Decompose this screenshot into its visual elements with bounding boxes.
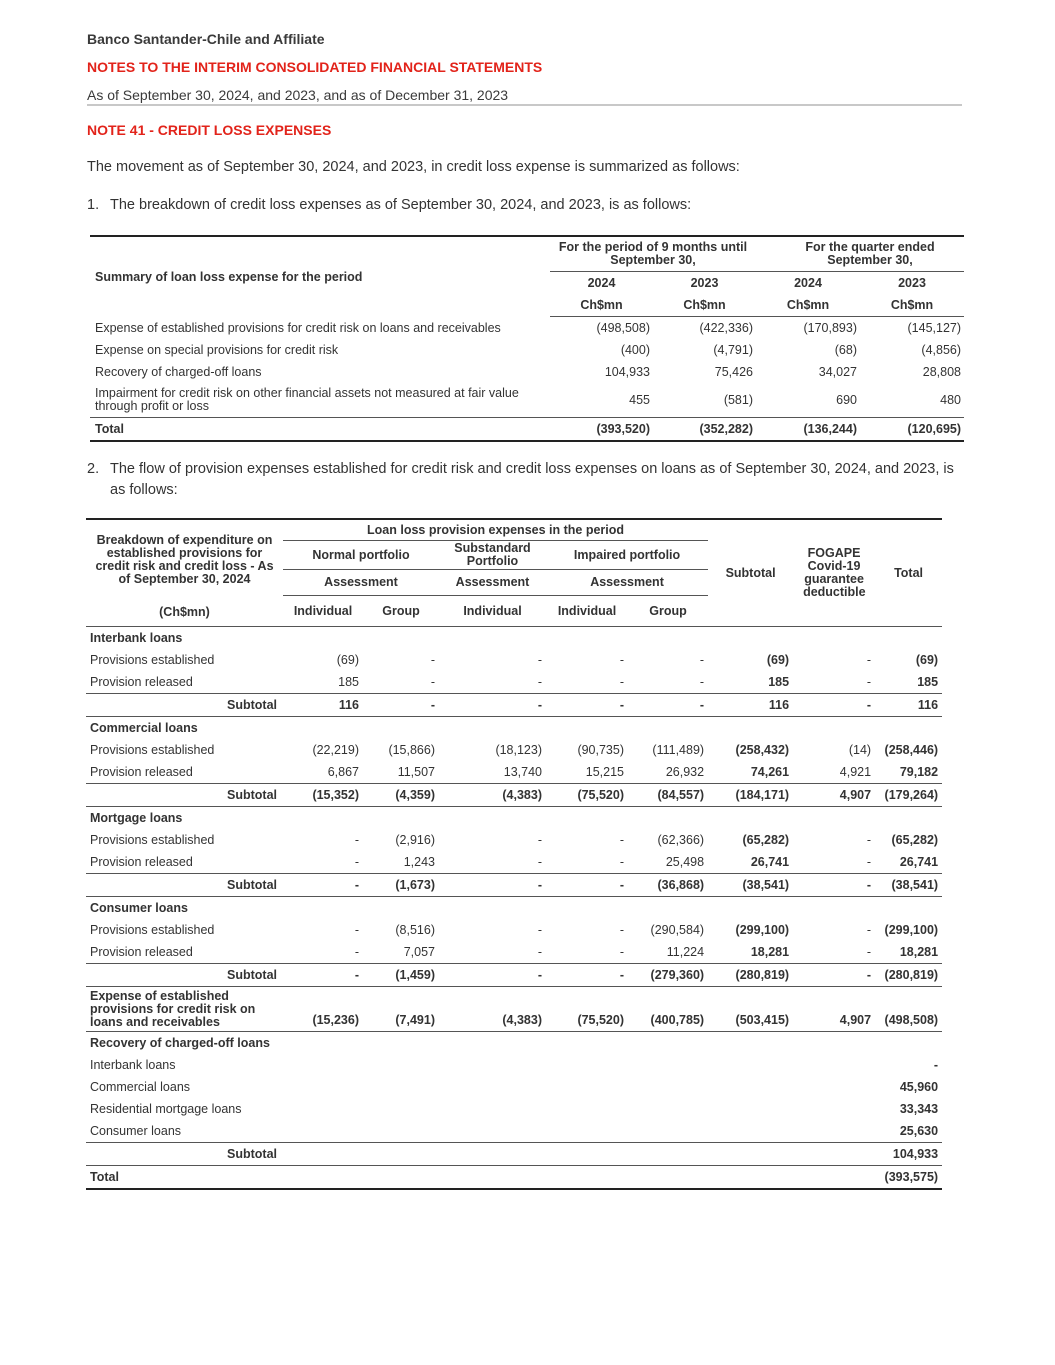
t1-cell: 455	[629, 393, 650, 407]
subtotal-cell: (4,383)	[439, 784, 546, 807]
row-label: Residential mortgage loans	[90, 1102, 242, 1116]
t2-corner-header	[86, 519, 283, 627]
t2-top-group: Loan loss provision expenses in the period	[283, 519, 708, 541]
subtotal-cell: (38,541)	[708, 874, 793, 897]
value-cell: (14)	[848, 743, 872, 757]
t2-individual: Individual	[293, 603, 353, 618]
subtotal-label: Subtotal	[86, 1143, 283, 1166]
t2-impaired-portfolio: Impaired portfolio	[546, 541, 708, 570]
value-cell: 11,224	[666, 945, 705, 959]
subtotal-cell: -	[546, 964, 628, 987]
value-cell: 185	[338, 675, 359, 689]
t1-year: 2023	[898, 275, 926, 290]
value-cell: 11,507	[397, 765, 435, 779]
section-title: Recovery of charged-off loans	[86, 1032, 942, 1055]
value-cell: 26,932	[665, 765, 705, 779]
value-cell: 1,243	[403, 855, 435, 869]
table-row	[86, 1076, 942, 1098]
item-1-text: The breakdown of credit loss expenses as of September 30, 2024, and 2023, is as follows:	[110, 197, 692, 213]
row-label: Provisions established	[90, 923, 215, 937]
subtotal-cell: (15,352)	[283, 784, 363, 807]
header-divider	[87, 104, 962, 106]
item-2	[87, 459, 972, 498]
row-label: Provision released	[90, 855, 193, 869]
t1-cell: (581)	[723, 393, 753, 407]
value-cell: (18,123)	[495, 743, 542, 757]
note-intro: The movement as of September 30, 2024, and 2023, in credit loss expense is summarized as follows:	[87, 159, 740, 175]
row-label: Provisions established	[90, 743, 215, 757]
value-cell: (69)	[915, 653, 939, 667]
value-cell: -	[866, 653, 872, 667]
table-row	[86, 919, 942, 941]
value-cell: (2,916)	[395, 833, 435, 847]
expense-cell: (75,520)	[546, 987, 628, 1032]
subtotal-row	[86, 784, 942, 807]
t1-total-cell: (136,244)	[756, 418, 860, 442]
table-row	[86, 649, 942, 671]
subtotal-cell: (280,819)	[875, 964, 942, 987]
subtotal-cell: (38,541)	[875, 874, 942, 897]
table-row	[86, 829, 942, 851]
value-cell: -	[537, 833, 542, 847]
subtotal-row	[86, 694, 942, 717]
expense-cell: (4,383)	[439, 987, 546, 1032]
item-2-number: 2.	[87, 461, 100, 477]
subtotal-cell: (279,360)	[628, 964, 708, 987]
empty-cell	[283, 1166, 875, 1190]
t1-group-9-months: For the period of 9 months until September 30,	[550, 236, 756, 272]
subtotal-cell: 116	[875, 694, 942, 717]
value-cell: (290,584)	[650, 923, 705, 937]
loan-loss-summary-table	[90, 235, 964, 442]
t2-normal-portfolio: Normal portfolio	[283, 541, 439, 570]
value-cell: (8,516)	[395, 923, 435, 937]
subtotal-cell: -	[628, 694, 708, 717]
t2-fogape-col: FOGAPE Covid-19 guarantee deductible	[803, 546, 866, 599]
value-cell: 13,740	[503, 765, 542, 779]
table-row	[90, 339, 964, 361]
item-1-number: 1.	[87, 197, 100, 213]
row-label: Consumer loans	[90, 1124, 182, 1138]
value-cell: -	[354, 855, 359, 869]
section-title: Commercial loans	[86, 717, 942, 740]
subtotal-cell: (1,459)	[363, 964, 439, 987]
value-cell: -	[537, 945, 542, 959]
t2-individual: Individual	[463, 603, 522, 618]
row-label: Provision released	[90, 945, 193, 959]
subtotal-cell: -	[439, 964, 546, 987]
subtotal-label: Subtotal	[86, 964, 283, 987]
section-title-row	[86, 897, 942, 920]
empty-cell	[283, 1120, 875, 1143]
subtotal-cell: -	[439, 874, 546, 897]
section-title-row	[86, 807, 942, 830]
t1-cell: (170,893)	[803, 321, 857, 335]
value-cell: (69)	[766, 653, 790, 667]
value-cell: -	[354, 833, 359, 847]
empty-cell	[283, 1054, 875, 1076]
subtotal-cell: (184,171)	[708, 784, 793, 807]
table-row	[86, 761, 942, 784]
subtotal-cell: (84,557)	[628, 784, 708, 807]
t1-cell: 690	[836, 393, 857, 407]
item-1	[87, 197, 691, 213]
t1-cell: (498,508)	[596, 321, 650, 335]
t1-year: 2024	[587, 275, 616, 290]
subtotal-cell: (179,264)	[875, 784, 942, 807]
t2-group: Group	[382, 603, 420, 618]
value-cell: -	[866, 923, 872, 937]
t1-total-cell: (120,695)	[860, 418, 964, 442]
value-cell: 18,281	[750, 945, 790, 959]
subtotal-label: Subtotal	[86, 874, 283, 897]
value-cell: (258,432)	[735, 743, 790, 757]
value-cell: -	[430, 675, 435, 689]
table-row	[86, 671, 942, 694]
t1-cell: 75,426	[714, 365, 753, 379]
t1-row-label: Expense on special provisions for credit risk	[95, 343, 339, 357]
subtotal-cell: (36,868)	[628, 874, 708, 897]
total-label: Total	[86, 1166, 283, 1190]
table-row	[90, 317, 964, 340]
table-row	[86, 1098, 942, 1120]
empty-cell	[283, 1076, 875, 1098]
value-cell: 185	[768, 675, 790, 689]
value-cell: (258,446)	[884, 743, 939, 757]
t2-corner-unit: (Ch$mn)	[159, 604, 210, 619]
value-cell: (65,282)	[891, 833, 939, 847]
value-cell: -	[354, 945, 359, 959]
t2-total-col: Total	[894, 565, 924, 580]
table-row	[90, 383, 964, 418]
section-title-row	[86, 717, 942, 740]
value-cell: -	[619, 833, 624, 847]
section-title-row	[86, 1032, 942, 1055]
table-row	[86, 851, 942, 874]
subtotal-label: Subtotal	[86, 784, 283, 807]
value-cell: 79,182	[899, 765, 939, 779]
value-cell: -	[619, 945, 624, 959]
t1-cell: (400)	[620, 343, 650, 357]
value-cell: -	[537, 653, 542, 667]
value-cell: -	[619, 923, 624, 937]
subtotal-cell: -	[363, 694, 439, 717]
total-cell: (393,575)	[875, 1166, 942, 1190]
value-cell: -	[866, 675, 872, 689]
item-2-text: The flow of provision expenses established for credit risk and credit loss expenses on loans as of September 30, 2024, and 2023, is as follows:	[110, 461, 954, 498]
t2-group: Group	[649, 603, 687, 618]
t2-assessment: Assessment	[283, 570, 439, 596]
row-label: Provisions established	[90, 833, 215, 847]
t1-unit: Ch$mn	[653, 294, 756, 317]
value-cell: -	[537, 923, 542, 937]
value-cell: (299,100)	[735, 923, 790, 937]
subtotal-row	[86, 1143, 942, 1166]
value-cell: -	[866, 855, 872, 869]
value-cell: -	[537, 855, 542, 869]
row-label: Provision released	[90, 675, 193, 689]
table-row	[86, 941, 942, 964]
row-label: Commercial loans	[90, 1080, 191, 1094]
t2-corner-text: Breakdown of expenditure on established provisions for credit risk and credit loss - As of September 30, 2024	[95, 532, 274, 586]
t1-row-label: Impairment for credit risk on other financial assets not measured at fair value through profit or loss	[95, 386, 519, 413]
subtotal-cell: -	[283, 874, 363, 897]
value-cell: (22,219)	[312, 743, 359, 757]
section-title: Interbank loans	[86, 627, 942, 650]
value-cell: -	[699, 675, 705, 689]
value-cell: (65,282)	[742, 833, 790, 847]
t1-row-label: Expense of established provisions for credit risk on loans and receivables	[95, 320, 501, 335]
subtotal-cell: -	[439, 694, 546, 717]
empty-cell	[283, 1143, 875, 1166]
total-cell: 25,630	[899, 1124, 939, 1138]
t1-year: 2024	[794, 275, 822, 290]
value-cell: (90,735)	[577, 743, 624, 757]
subtotal-label: Subtotal	[86, 694, 283, 717]
t1-unit: Ch$mn	[550, 294, 653, 317]
subtotal-row	[86, 964, 942, 987]
total-row	[90, 418, 964, 442]
section-title: Mortgage loans	[86, 807, 942, 830]
subtotal-cell: 4,907	[793, 784, 875, 807]
t1-cell: 104,933	[604, 365, 650, 379]
t1-cell: 34,027	[818, 365, 857, 379]
subtotal-cell: 116	[708, 694, 793, 717]
t1-cell: 480	[940, 393, 962, 407]
value-cell: -	[619, 675, 624, 689]
subtotal-cell: (280,819)	[708, 964, 793, 987]
value-cell: (299,100)	[884, 923, 939, 937]
table-row	[90, 361, 964, 383]
subtotal-row	[86, 874, 942, 897]
value-cell: (69)	[336, 653, 359, 667]
total-cell: 45,960	[899, 1080, 939, 1094]
value-cell: 25,498	[665, 855, 705, 869]
value-cell: -	[866, 833, 872, 847]
t1-row-label: Recovery of charged-off loans	[95, 365, 262, 379]
t2-individual: Individual	[557, 603, 617, 618]
value-cell: -	[537, 675, 542, 689]
value-cell: -	[866, 945, 872, 959]
expense-cell: 4,907	[793, 987, 875, 1032]
subtotal-cell: 104,933	[875, 1143, 942, 1166]
subtotal-cell: (75,520)	[546, 784, 628, 807]
as-of-date: As of September 30, 2024, and 2023, and as of December 31, 2023	[87, 87, 509, 103]
expense-cell: (7,491)	[363, 987, 439, 1032]
t1-cell: (68)	[834, 343, 857, 357]
t1-unit: Ch$mn	[756, 294, 860, 317]
value-cell: -	[430, 653, 435, 667]
t1-cell: (422,336)	[699, 321, 753, 335]
subtotal-cell: -	[546, 874, 628, 897]
value-cell: -	[619, 855, 624, 869]
subtotal-cell: (1,673)	[363, 874, 439, 897]
value-cell: 15,215	[585, 765, 624, 779]
table-row	[86, 1120, 942, 1143]
row-label: Provision released	[90, 765, 193, 779]
t2-assessment: Assessment	[546, 570, 708, 596]
value-cell: (62,366)	[657, 833, 705, 847]
subtotal-cell: -	[546, 694, 628, 717]
t1-total-label: Total	[90, 418, 550, 442]
expense-cell: (498,508)	[875, 987, 942, 1032]
subtotal-cell: -	[793, 964, 875, 987]
expense-cell: (15,236)	[283, 987, 363, 1032]
t1-cell: (145,127)	[907, 321, 962, 335]
value-cell: 185	[917, 675, 939, 689]
subtotal-cell: -	[793, 694, 875, 717]
value-cell: -	[619, 653, 624, 667]
value-cell: 26,741	[750, 855, 790, 869]
t1-unit: Ch$mn	[860, 294, 964, 317]
value-cell: 18,281	[899, 945, 939, 959]
row-label: Interbank loans	[90, 1058, 176, 1072]
value-cell: 4,921	[839, 765, 872, 779]
table-row	[86, 1054, 942, 1076]
value-cell: -	[354, 923, 359, 937]
t1-cell: 28,808	[922, 365, 962, 379]
total-row	[86, 1166, 942, 1190]
value-cell: (15,866)	[388, 743, 435, 757]
value-cell: 6,867	[327, 765, 359, 779]
t2-assessment: Assessment	[439, 570, 546, 596]
t2-substandard-portfolio: Substandard Portfolio	[439, 541, 546, 570]
row-label: Provisions established	[90, 653, 215, 667]
t2-body	[86, 627, 942, 1190]
total-cell: -	[933, 1058, 939, 1072]
expense-row	[86, 987, 942, 1032]
empty-cell	[283, 1098, 875, 1120]
company-name: Banco Santander-Chile and Affiliate	[87, 31, 325, 47]
expense-cell: (503,415)	[708, 987, 793, 1032]
expense-cell: (400,785)	[628, 987, 708, 1032]
subtotal-cell: 116	[283, 694, 363, 717]
notes-title: NOTES TO THE INTERIM CONSOLIDATED FINANCIAL STATEMENTS	[87, 59, 543, 75]
expense-label: Expense of established provisions for credit risk on loans and receivables	[86, 987, 283, 1032]
value-cell: (111,489)	[652, 743, 705, 757]
value-cell: -	[699, 653, 705, 667]
t1-total-cell: (352,282)	[653, 418, 756, 442]
table-row	[86, 739, 942, 761]
subtotal-cell: -	[283, 964, 363, 987]
t1-group-quarter: For the quarter ended September 30,	[756, 236, 964, 272]
section-title-row	[86, 627, 942, 650]
value-cell: 26,741	[899, 855, 939, 869]
subtotal-cell: -	[793, 874, 875, 897]
section-title: Consumer loans	[86, 897, 942, 920]
t2-subtotal-col: Subtotal	[725, 565, 776, 580]
t1-year: 2023	[690, 275, 719, 290]
provision-flow-table	[86, 518, 942, 1190]
subtotal-cell: (4,359)	[363, 784, 439, 807]
total-cell: 33,343	[899, 1102, 939, 1116]
t1-cell: (4,856)	[921, 343, 962, 357]
note-title: NOTE 41 - CREDIT LOSS EXPENSES	[87, 122, 332, 138]
value-cell: 7,057	[403, 945, 435, 959]
t1-total-cell: (393,520)	[550, 418, 653, 442]
value-cell: 74,261	[750, 765, 790, 779]
t1-cell: (4,791)	[713, 343, 753, 357]
t1-row-header: Summary of loan loss expense for the period	[95, 269, 363, 284]
